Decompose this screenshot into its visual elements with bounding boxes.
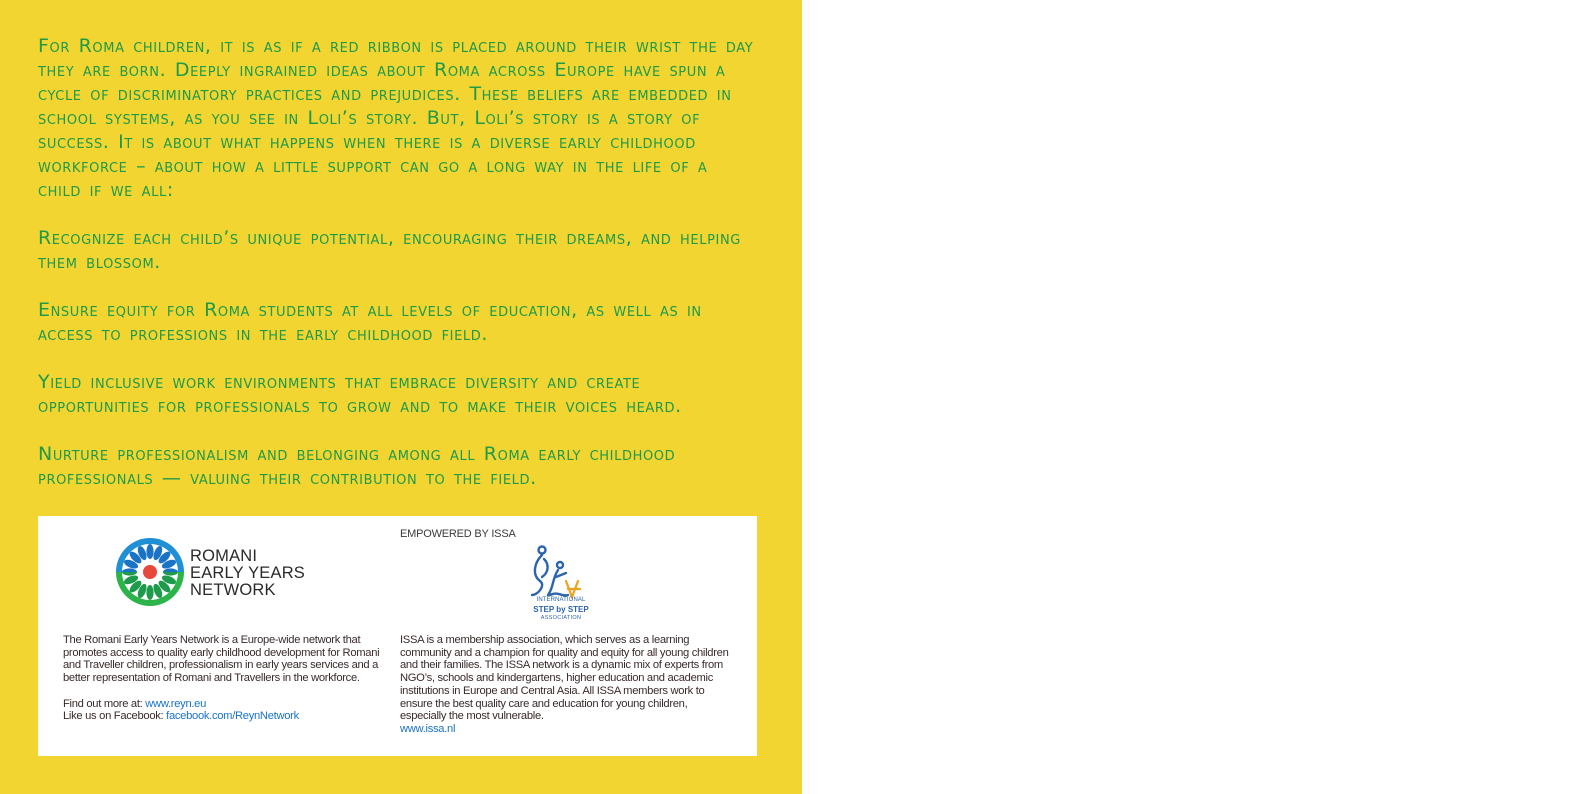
facebook-label: Like us on Facebook: bbox=[63, 710, 167, 723]
romani-wheel-icon bbox=[114, 536, 186, 608]
reyn-facebook-line bbox=[63, 710, 383, 723]
story-text bbox=[38, 34, 758, 514]
issa-description-block bbox=[400, 634, 735, 736]
reyn-wordmark bbox=[190, 548, 305, 599]
reyn-facebook-link[interactable]: facebook.com/ReynNetwork bbox=[166, 710, 299, 723]
empowered-by-label: EMPOWERED BY ISSA bbox=[400, 528, 516, 540]
reyn-logo bbox=[114, 536, 314, 610]
find-out-label: Find out more at: bbox=[63, 697, 146, 710]
reyn-description: The Romani Early Years Network is a Europe-wide network that promotes access to quality early childhood development for Romani and Traveller children, professionalism in early years services and a better representation of Romani and Travellers in the workforce. bbox=[63, 634, 380, 685]
issa-logo-line-1: INTERNATIONAL bbox=[536, 597, 586, 603]
issa-logo-line-3: ASSOCIATION bbox=[540, 615, 582, 621]
issa-logo-line-2: STEP by STEP bbox=[533, 605, 589, 614]
reyn-name-line-1: ROMANI bbox=[190, 547, 258, 565]
reyn-description-block bbox=[63, 634, 383, 723]
story-point-ensure: Ensure equity for Roma students at all levels of education, as well as in access to professions in the early childhood field. bbox=[38, 299, 702, 345]
partners-info-box bbox=[38, 516, 757, 756]
reyn-name-line-3: NETWORK bbox=[190, 581, 276, 599]
issa-website-link[interactable]: www.issa.nl bbox=[400, 722, 456, 735]
story-intro: For Roma children, it is as if a red ribbon is placed around their wrist the day they are born. Deeply ingrained ideas about Roma across Europe have spun a cycle of discriminatory practices and prejudices. These beliefs are embedded in school systems, as you see in Loli’s story. But, Loli’s story is a story of success. It is about what happens when there is a diverse early childhood workforce – about how a little support can go a long way in the life of a child if we all: bbox=[38, 35, 754, 201]
story-point-yield: Yield inclusive work environments that embrace diversity and create opportunities for professionals to grow and to make their voices heard. bbox=[38, 371, 682, 417]
story-point-nurture: Nurture professionalism and belonging among all Roma early childhood professionals — valuing their contribution to the field. bbox=[38, 443, 676, 489]
reyn-name-line-2: EARLY YEARS bbox=[190, 564, 306, 582]
reyn-website-link[interactable]: www.reyn.eu bbox=[145, 697, 207, 710]
story-point-recognize: Recognize each child’s unique potential, encouraging their dreams, and helping them blossom. bbox=[38, 227, 741, 273]
reyn-website-line bbox=[63, 698, 383, 711]
issa-description: ISSA is a membership association, which serves as a learning community and a champion for quality and equity for all young children and their families. The ISSA network is a dynamic mix of experts from NGO’s, schools and kindergartens, higher education and academic institutions in Europe and Central Asia. All ISSA members work to ensure the best quality care and education for young children, especially the most vulnerable. bbox=[400, 634, 729, 723]
issa-logo-text bbox=[530, 596, 592, 623]
